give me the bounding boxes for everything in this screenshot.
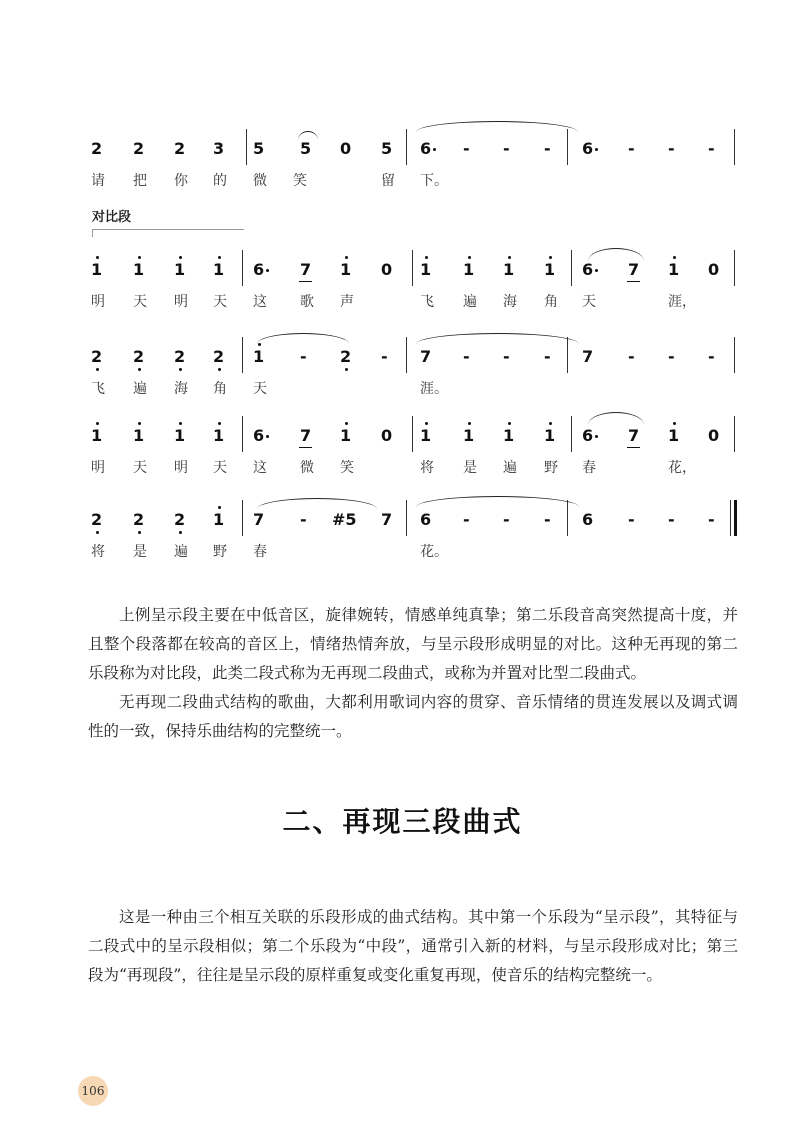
score-note: 0 [381,426,393,445]
octave-dot-above [96,256,99,259]
octave-dot-above [468,256,471,259]
score-note: - [300,347,307,366]
score-lyric: 是 [463,460,477,476]
score-note: 7 [300,428,311,444]
score-lyric: 这 [253,294,267,310]
score-note: 0 [381,260,393,279]
score-lyric: 的 [213,173,227,189]
octave-dot-below [138,531,141,534]
score-note: - [708,347,715,366]
octave-dot-below [218,368,221,371]
score-lyric: 请 [91,173,105,189]
slur-arc [416,333,579,344]
score-note: 3 [213,139,225,158]
score-lyric: 遍 [174,544,188,560]
score-lyric: 飞 [91,381,105,397]
score-note: 1 [463,262,474,278]
octave-dot-above [179,422,182,425]
score-note: 1 [253,349,264,365]
score-lyric: 天 [133,460,147,476]
score-lyric: 将 [91,544,105,560]
score-note: - [381,347,388,366]
score-note: 6 [582,510,594,529]
final-barline [734,500,737,536]
score-lyric: 天 [133,294,147,310]
octave-dot-above [345,422,348,425]
score-note: 2 [174,349,185,365]
score-note: 5 [381,139,393,158]
score-note: 1 [544,428,555,444]
score-note: - [628,139,635,158]
slur-arc [416,496,579,507]
barline [412,416,413,452]
rhythm-underline [299,447,312,448]
octave-dot-above [218,256,221,259]
section-bracket [92,229,244,230]
score-note: 1 [91,262,102,278]
score-lyric: 将 [420,460,434,476]
octave-dot-above [549,422,552,425]
octave-dot-below [96,531,99,534]
slur-arc [257,333,349,344]
barline [246,129,247,165]
score-note: 2 [91,349,102,365]
score-lyric: 涯。 [420,381,448,397]
score-note: - [503,347,510,366]
score-note: 7 [420,347,432,366]
octave-dot-below [138,368,141,371]
section-bracket-tick [92,229,93,237]
score-note: 1 [420,262,431,278]
barline [571,416,572,452]
score-note: - [300,510,307,529]
score-lyric: 遍 [133,381,147,397]
score-note: 1 [340,262,351,278]
score-lyric: 声 [340,294,354,310]
score-note: 2 [340,349,351,365]
score-lyric: 海 [503,294,517,310]
augmentation-dot [433,148,436,151]
score-note: 1 [340,428,351,444]
octave-dot-above [673,256,676,259]
octave-dot-above [425,256,428,259]
barline [734,129,735,165]
paragraph-2: 无再现二段曲式结构的歌曲，大都利用歌词内容的贯穿、音乐情绪的贯连发展以及调式调性的一致，保持乐曲结构的完整统一。 [88,693,738,740]
score-lyric: 天 [213,460,227,476]
score-lyric: 天 [253,381,267,397]
score-note: 2 [133,349,144,365]
barline [734,416,735,452]
score-lyric: 天 [582,294,596,310]
score-note: 1 [463,428,474,444]
score-note: - [628,347,635,366]
slur-arc [588,248,644,261]
augmentation-dot [595,269,598,272]
augmentation-dot [595,435,598,438]
score-lyric: 你 [174,173,188,189]
score-lyric: 明 [174,294,188,310]
score-note: - [544,139,551,158]
score-lyric: 春 [582,460,596,476]
barline [567,129,568,165]
score-lyric: 微 [300,460,314,476]
score-note: 0 [340,139,352,158]
score-note: - [503,139,510,158]
score-note: 7 [628,262,639,278]
score-lyric: 春 [253,544,267,560]
octave-dot-above [218,506,221,509]
octave-dot-above [179,256,182,259]
score-note: - [668,347,675,366]
paragraph-1: 上例呈示段主要在中低音区，旋律婉转，情感单纯真挚；第二乐段音高突然提高十度，并且整个段落都在较高的音区上，情绪热情奔放，与呈示段形成明显的对比。这种无再现的第二乐段称为对比段，此类二段式称为无再现二段曲式，或称为并置对比型二段曲式。 [88,606,738,682]
octave-dot-above [468,422,471,425]
rhythm-underline [299,281,312,282]
score-note: 6 [420,510,432,529]
barline [406,500,407,536]
octave-dot-above [138,256,141,259]
score-note: 1 [91,428,102,444]
barline [242,500,243,536]
octave-dot-above [218,422,221,425]
score-note: - [463,510,470,529]
score-note: 2 [174,512,185,528]
octave-dot-above [508,422,511,425]
barline [412,250,413,286]
score-note: - [544,347,551,366]
score-lyric: 明 [91,460,105,476]
score-note: 5 [253,139,265,158]
score-note: 1 [544,262,555,278]
score-lyric: 海 [174,381,188,397]
score-lyric: 笑 [340,460,354,476]
slur-arc [257,498,377,509]
octave-dot-above [508,256,511,259]
score-note: 6 [420,139,432,158]
slur-arc [588,412,644,425]
score-note: 1 [213,512,224,528]
score-note: 6 [253,426,265,445]
score-note: 7 [628,428,639,444]
slur-arc [298,131,318,140]
score-lyric: 这 [253,460,267,476]
score-lyric: 野 [213,544,227,560]
score-lyric: 微 [253,173,267,189]
score-lyric: 是 [133,544,147,560]
score-lyric: 花， [668,460,696,476]
octave-dot-above [345,256,348,259]
score-lyric: 遍 [503,460,517,476]
score-lyric: 留 [381,173,395,189]
score-lyric: 野 [544,460,558,476]
score-note: 6 [253,260,265,279]
score-note: 7 [381,510,393,529]
score-lyric: 花。 [420,544,448,560]
octave-dot-above [138,422,141,425]
score-note: 1 [420,428,431,444]
slur-arc [416,121,578,132]
score-lyric: 涯， [668,294,696,310]
octave-dot-below [179,368,182,371]
score-note: 0 [708,426,720,445]
score-note: 5 [300,139,312,158]
score-note: #5 [332,510,357,529]
octave-dot-above [425,422,428,425]
score-note: 1 [503,428,514,444]
score-note: 2 [91,512,102,528]
section-label: 对比段 [92,210,132,225]
score-note: - [544,510,551,529]
score-lyric: 笑 [293,173,307,189]
score-note: 7 [582,347,594,366]
score-note: 1 [503,262,514,278]
page-number: 106 [78,1076,108,1106]
score-note: - [668,510,675,529]
score-lyric: 下。 [420,173,448,189]
barline [734,250,735,286]
octave-dot-above [96,422,99,425]
octave-dot-below [179,531,182,534]
score-note: 2 [174,139,186,158]
score-lyric: 天 [213,294,227,310]
score-note: 1 [668,262,679,278]
score-note: - [503,510,510,529]
score-note: - [668,139,675,158]
section-heading: 二、再现三段曲式 [282,805,523,838]
score-note: 6 [582,426,594,445]
score-note: 1 [133,262,144,278]
score-lyric: 歌 [300,294,314,310]
barline [406,337,407,373]
barline [730,500,731,536]
score-lyric: 角 [213,381,227,397]
score-lyric: 遍 [463,294,477,310]
barline [734,337,735,373]
score-note: 1 [174,262,185,278]
octave-dot-above [549,256,552,259]
augmentation-dot [266,435,269,438]
barline [242,416,243,452]
score-note: 1 [668,428,679,444]
score-note: 2 [91,139,103,158]
octave-dot-below [345,368,348,371]
score-note: - [708,139,715,158]
score-note: 1 [174,428,185,444]
score-lyric: 明 [91,294,105,310]
octave-dot-above [673,422,676,425]
augmentation-dot [266,269,269,272]
score-note: 0 [708,260,720,279]
augmentation-dot [595,148,598,151]
score-note: 1 [213,428,224,444]
score-lyric: 角 [544,294,558,310]
score-note: 1 [133,428,144,444]
score-note: - [708,510,715,529]
paragraph-3: 这是一种由三个相互关联的乐段形成的曲式结构。其中第一个乐段为“呈示段”，其特征与二段式中的呈示段相似；第二个乐段为“中段”，通常引入新的材料，与呈示段形成对比；第三段为“再现段”，往往是呈示段的原样重复或变化重复再现，使音乐的结构完整统一。 [88,908,738,984]
score-note: 1 [213,262,224,278]
score-note: 7 [253,510,265,529]
score-note: 2 [133,139,145,158]
barline [242,337,243,373]
barline [406,129,407,165]
score-note: - [463,139,470,158]
score-note: 6 [582,139,594,158]
score-note: 7 [300,262,311,278]
octave-dot-below [96,368,99,371]
score-lyric: 把 [133,173,147,189]
barline [242,250,243,286]
score-note: 2 [133,512,144,528]
score-note: 2 [213,349,224,365]
score-lyric: 飞 [420,294,434,310]
rhythm-underline [627,281,640,282]
score-note: - [628,510,635,529]
barline [571,250,572,286]
score-note: - [463,347,470,366]
rhythm-underline [627,447,640,448]
score-note: 6 [582,260,594,279]
score-lyric: 明 [174,460,188,476]
